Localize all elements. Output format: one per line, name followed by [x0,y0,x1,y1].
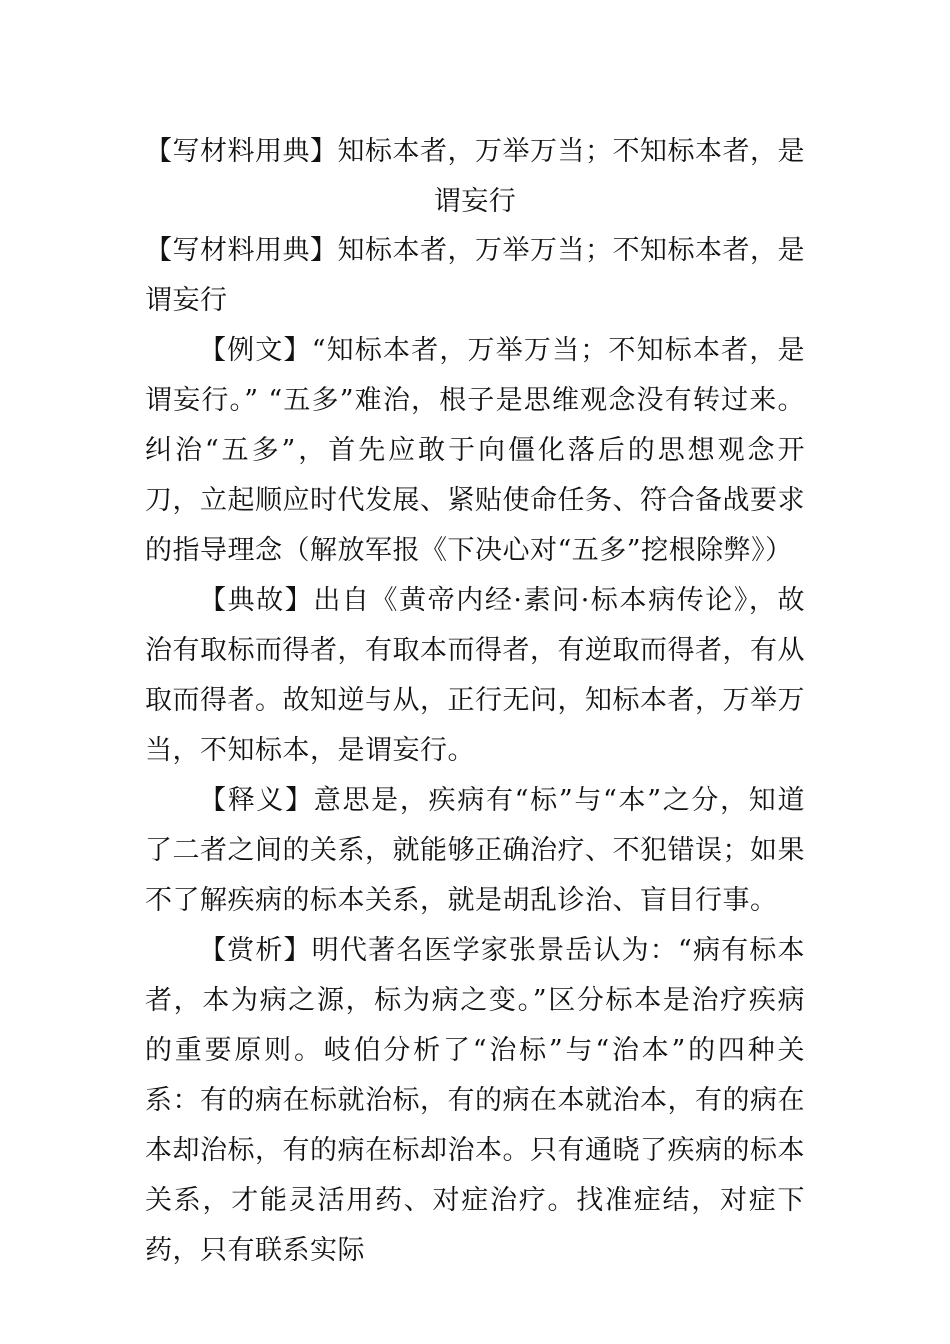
allusion-paragraph [145,576,805,776]
meaning-label: 【释义】 [199,785,314,816]
appreciation-paragraph [145,926,805,1276]
appreciation-label: 【赏析】 [199,935,312,966]
allusion-label: 【典故】 [199,585,314,616]
meaning-text: 意思是，疾病有“标”与“本”之分，知道了二者之间的关系，就能够正确治疗、不犯错误；如果不了解疾病的标本关系，就是胡乱诊治、盲目行事。 [145,785,805,916]
document-subtitle: 【写材料用典】知标本者，万举万当；不知标本者，是谓妄行 [145,235,805,316]
example-label: 【例文】 [199,335,312,366]
allusion-text: 出自《黄帝内经·素问·标本病传论》，故治有取标而得者，有取本而得者，有逆取而得者，有从取而得者。故知逆与从，正行无问，知标本者，万举万当，不知标本，是谓妄行。 [145,585,806,766]
document-body [145,326,805,1276]
meaning-paragraph [145,776,805,926]
appreciation-text: 明代著名医学家张景岳认为：“病有标本者，本为病之源，标为病之变。”区分标本是治疗疾病的重要原则。岐伯分析了“治标”与“治本”的四种关系：有的病在标就治标，有的病在本就治本，有的病在本却治标，有的病在标却治本。只有通晓了疾病的标本关系，才能灵活用药、对症治疗。找准症结，对症下药，只有联系实际 [145,935,805,1266]
example-paragraph [145,326,805,576]
document-title: 【写材料用典】知标本者，万举万当；不知标本者，是谓妄行 [145,136,805,217]
example-text: “知标本者，万举万当；不知标本者，是谓妄行。” “五多”难治，根子是思维观念没有转过来。纠治“五多”，首先应敢于向僵化落后的思想观念开刀，立起顺应时代发展、紧贴使命任务、符合备战要求的指导理念（解放军报《下决心对“五多”挖根除弊》） [145,335,805,566]
